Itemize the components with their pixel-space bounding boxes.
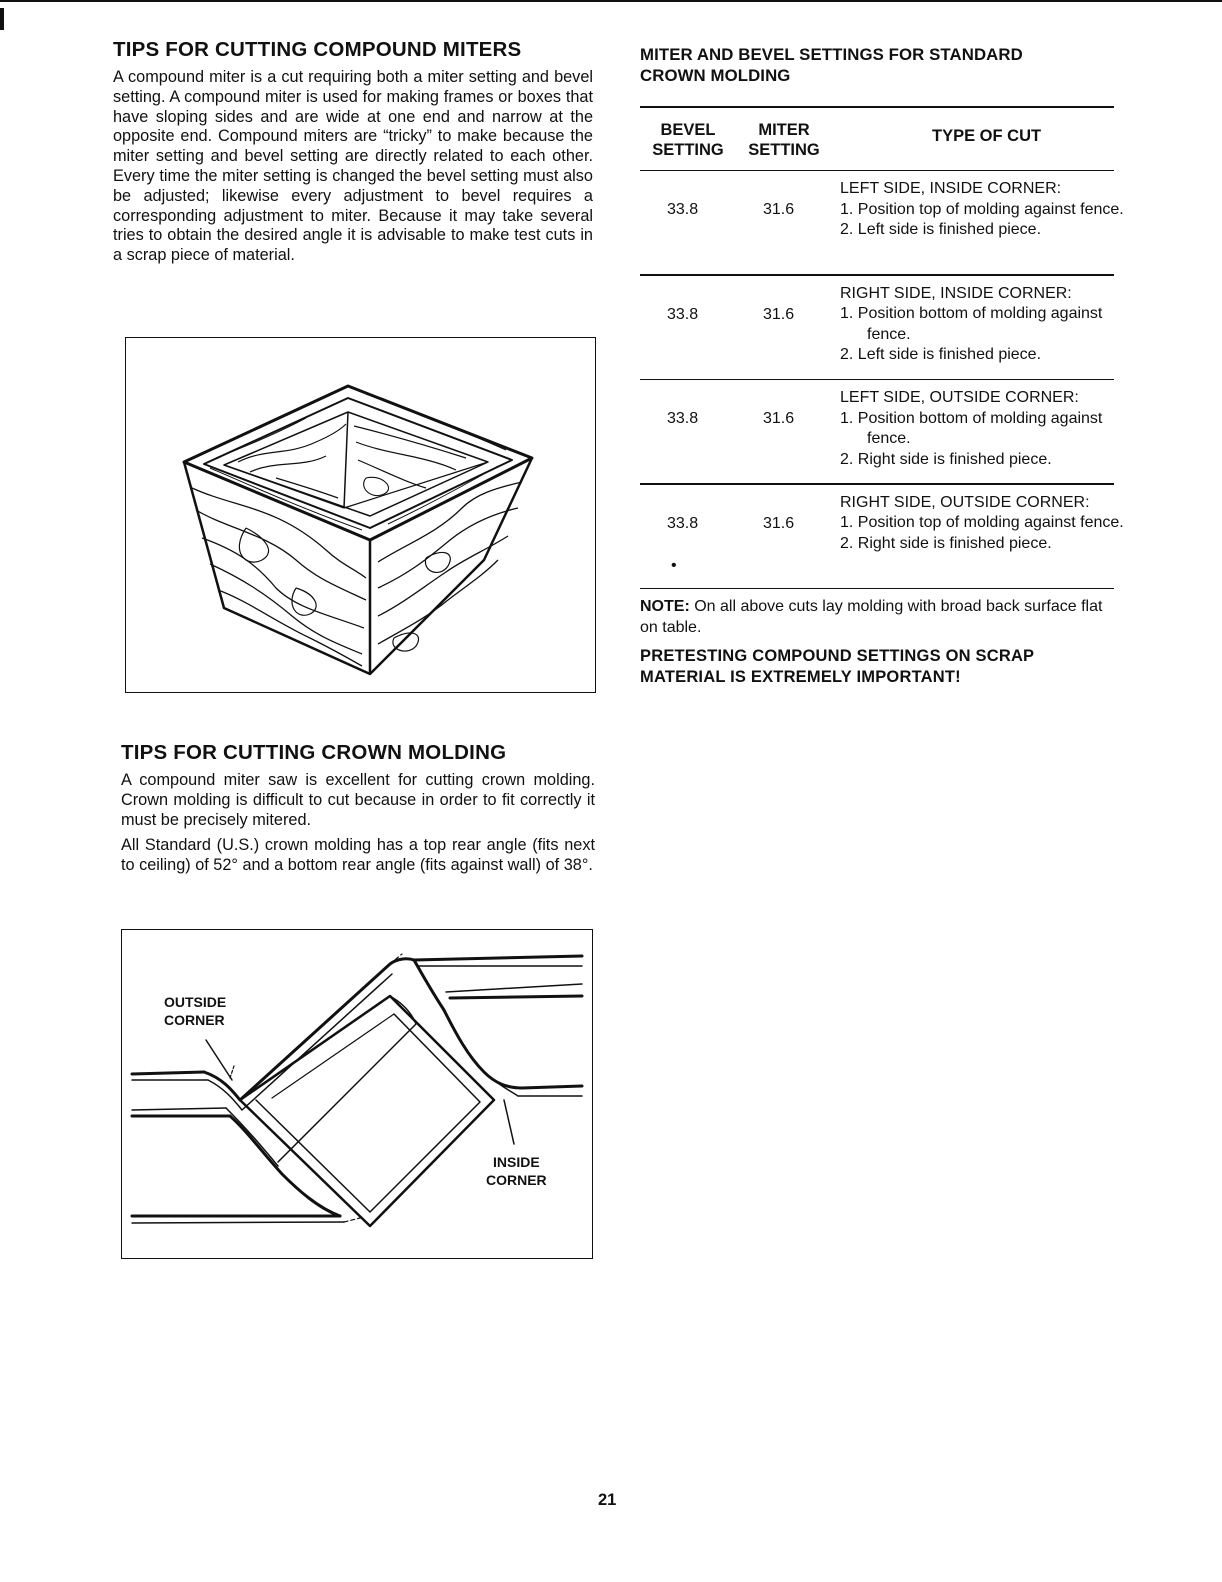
bevel-value: 33.8 (667, 514, 699, 532)
table-bottom-rule (640, 588, 1114, 590)
miter-value: 31.6 (763, 201, 795, 218)
bevel-value: 33.8 (667, 305, 699, 323)
bullet-marker: • (671, 556, 677, 574)
header-type-of-cut: TYPE OF CUT (932, 126, 1042, 145)
table-row (640, 485, 1124, 588)
table-row (640, 380, 1114, 483)
crown-molding-illustration (122, 930, 591, 1257)
header-miter-line2: SETTING (748, 140, 820, 159)
note-text: On all above cuts lay molding with broad back surface flat on table. (640, 598, 1103, 636)
inside-corner-label-line2: CORNER (486, 1172, 547, 1188)
table-title-line1: MITER AND BEVEL SETTINGS FOR STANDARD (640, 45, 1023, 64)
cut-step-1: 1. Position bottom of molding against fence. (840, 305, 1103, 343)
outside-corner-label-line1: OUTSIDE (164, 994, 227, 1010)
cut-step-2: 2. Right side is finished piece. (840, 450, 1052, 468)
crown-molding-settings-table (640, 106, 1124, 589)
table-row (640, 276, 1114, 379)
crown-molding-para1: A compound miter saw is excellent for cutting crown molding. Crown molding is difficult to cut because in order to fit correctly it must be precisely mitered. (121, 771, 595, 829)
pretesting-warning: PRETESTING COMPOUND SETTINGS ON SCRAP MATERIAL IS EXTREMELY IMPORTANT! (640, 647, 1034, 686)
table-header (640, 108, 1114, 170)
compound-miter-text: A compound miter is a cut requiring both a miter setting and bevel setting. A compound miter is used for making frames or boxes that have sloping sides and are wide at one end and narrow at the opposite end. Compound miters are “tricky” to make because the miter setting and bevel setting are directly related to each other. Every time the miter setting is changed the bevel setting must also be adjusted; likewise every adjustment to bevel requires a corresponding adjustment to miter. Because it may take several tries to obtain the desired angle it is advisable to make test cuts in a scrap piece of material. (113, 68, 593, 265)
cut-step-1: 1. Position top of molding against fence. (840, 514, 1124, 531)
header-bevel-setting (640, 120, 736, 160)
cut-step-2: 2. Left side is finished piece. (840, 346, 1042, 363)
cut-heading: LEFT SIDE, OUTSIDE CORNER: (840, 389, 1079, 406)
cut-description (840, 493, 1140, 555)
cut-heading: LEFT SIDE, INSIDE CORNER: (840, 180, 1062, 197)
header-bevel-line1: BEVEL (660, 120, 716, 139)
cut-description (840, 179, 1140, 241)
note-label: NOTE: (640, 598, 690, 615)
cut-description (840, 388, 1140, 470)
crown-molding-title: TIPS FOR CUTTING CROWN MOLDING (121, 741, 507, 764)
compound-miter-section (113, 38, 593, 272)
cut-step-1: 1. Position top of molding against fence. (840, 200, 1124, 218)
crown-molding-figure (121, 929, 593, 1259)
miter-value: 31.6 (763, 514, 795, 532)
table-note (640, 597, 1120, 638)
header-bevel-line2: SETTING (652, 140, 724, 159)
cut-heading: RIGHT SIDE, OUTSIDE CORNER: (840, 493, 1090, 511)
miter-value: 31.6 (763, 305, 795, 323)
cut-step-2: 2. Right side is finished piece. (840, 534, 1052, 552)
compound-miter-box-figure (125, 337, 596, 693)
top-rule (0, 0, 1222, 2)
header-miter-setting (736, 120, 832, 160)
table-title-line2: CROWN MOLDING (640, 66, 791, 85)
binding-mark (0, 8, 4, 30)
bevel-value: 33.8 (667, 201, 699, 218)
cut-step-2: 2. Left side is finished piece. (840, 221, 1042, 238)
cut-step-1: 1. Position bottom of molding against fence. (840, 409, 1103, 447)
table-row (640, 171, 1124, 274)
box-illustration (126, 338, 594, 691)
page-number: 21 (598, 1491, 617, 1509)
miter-value: 31.6 (763, 410, 795, 427)
header-miter-line1: MITER (758, 120, 810, 139)
inside-corner-label-line1: INSIDE (493, 1154, 540, 1170)
table-title-block (640, 44, 1140, 86)
cut-description (840, 284, 1140, 366)
cut-heading: RIGHT SIDE, INSIDE CORNER: (840, 284, 1072, 302)
bevel-value: 33.8 (667, 410, 699, 427)
outside-corner-label-line2: CORNER (164, 1012, 225, 1028)
compound-miter-title: TIPS FOR CUTTING COMPOUND MITERS (113, 38, 522, 61)
crown-molding-section (121, 741, 595, 882)
crown-molding-para2: All Standard (U.S.) crown molding has a top rear angle (fits next to ceiling) of 52° and a bottom rear angle (fits against wall) of 38°. (121, 836, 595, 875)
